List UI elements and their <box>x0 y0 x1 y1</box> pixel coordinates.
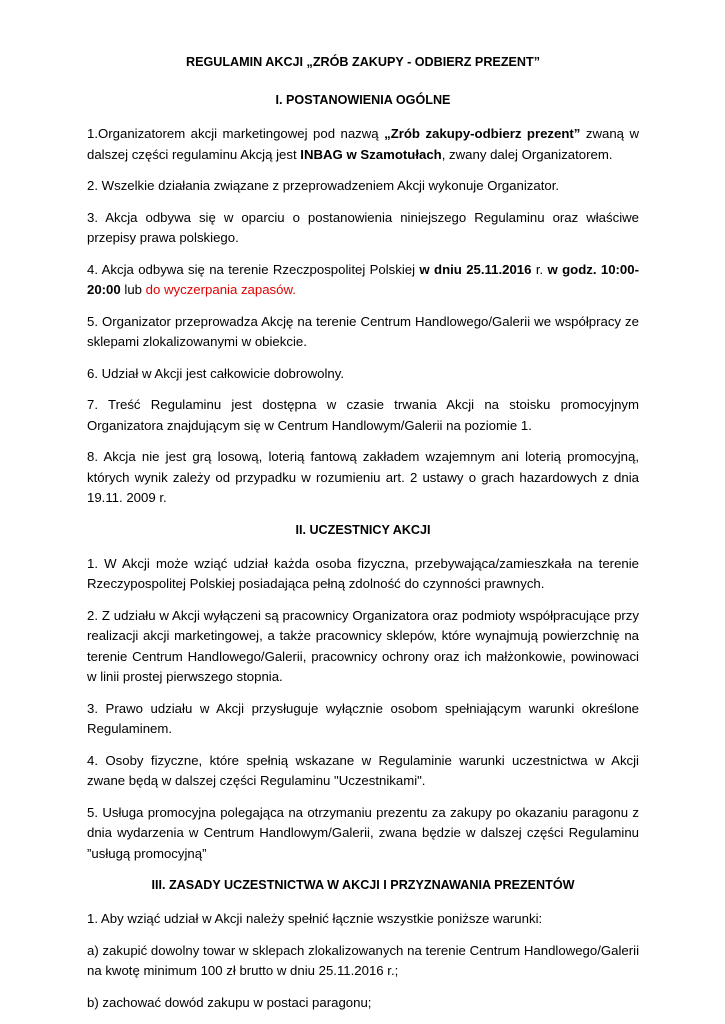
section-2-heading: II. UCZESTNICY AKCJI <box>295 522 431 537</box>
section-2-paragraph-2: 2. Z udziału w Akcji wyłączeni są pracownicy Organizatora oraz podmioty współpracujące przy realizacji akcji marketingowej, a także pracownicy sklepów, które wynajmują powierzchnię na terenie Centrum Handlowego/Galerii, pracownicy ochrony oraz ich małżonkowie, powinowaci w linii prostej pierwszego stopnia. <box>87 607 639 684</box>
section-1-paragraph-6: 6. Udział w Akcji jest całkowicie dobrowolny. <box>87 365 345 381</box>
text-span: lub <box>120 282 146 297</box>
organizer-name: INBAG w Szamotułach <box>300 146 442 162</box>
section-3-paragraph-b: b) zachować dowód zakupu w postaci paragonu; <box>87 994 372 1010</box>
text-span: , zwany dalej Organizatorem. <box>441 146 613 162</box>
document-title: REGULAMIN AKCJI „ZRÓB ZAKUPY - ODBIERZ PREZENT” <box>185 55 541 69</box>
section-1-paragraph-8: 8. Akcja nie jest grą losową, loterią fantową zakładem wzajemnym ani loterią promocyjną, których wynik zależy od przypadku w rozumieniu art. 2 ustawy o grach hazardowych z dnia 19.11. 2009 r. <box>87 449 639 505</box>
text-span: 4. Akcja odbywa się na terenie Rzeczpospolitej Polskiej <box>87 261 420 277</box>
text-span: zwaną w dalszej części regulaminu Akcją jest <box>87 126 639 162</box>
stock-limit-note: do wyczerpania zapasów. <box>145 282 296 297</box>
section-1-heading: I. POSTANOWIENIA OGÓLNE <box>275 93 451 107</box>
section-3-paragraph-1: 1. Aby wziąć udział w Akcji należy spełnić łącznie wszystkie poniższe warunki: <box>87 911 543 926</box>
event-date: w dniu 25.11.2016 <box>419 261 532 277</box>
section-2-paragraph-5: 5. Usługa promocyjna polegająca na otrzymaniu prezentu za zakupy po okazaniu paragonu z dnia wydarzenia w Centrum Handlowym/Galerii, zwana będzie w dalszej części Regulaminu ”usługą promocyjną” <box>87 804 639 861</box>
section-1-paragraph-7: 7. Treść Regulaminu jest dostępna w czasie trwania Akcji na stoisku promocyjnym Organizatora znajdującym się w Centrum Handlowym/Galerii na poziomie 1. <box>87 397 639 433</box>
section-3-paragraph-a: a) zakupić dowolny towar w sklepach zlokalizowanych na terenie Centrum Handlowego/Galerii na kwotę minimum 100 zł brutto w dniu 25.11.2016 r.; <box>87 942 639 978</box>
section-3-heading: III. ZASADY UCZESTNICTWA W AKCJI I PRZYZNAWANIA PREZENTÓW <box>151 878 575 892</box>
section-2-paragraph-1: 1. W Akcji może wziąć udział każda osoba fizyczna, przebywająca/zamieszkała na terenie Rzeczypospolitej Polskiej posiadająca pełną zdolność do czynności prawnych. <box>87 555 639 591</box>
section-1-paragraph-1 <box>87 124 639 165</box>
section-1-paragraph-2: 2. Wszelkie działania związane z przeprowadzeniem Akcji wykonuje Organizator. <box>87 178 560 193</box>
event-hours: w godz. 10:00-20:00 <box>87 261 639 297</box>
section-1-paragraph-3: 3. Akcja odbywa się w oparciu o postanowienia niniejszego Regulaminu oraz właściwe przepisy prawa polskiego. <box>87 209 639 245</box>
text-span: r. <box>531 261 548 277</box>
section-1-paragraph-5: 5. Organizator przeprowadza Akcję na terenie Centrum Handlowego/Galerii we współpracy ze sklepami zlokalizowanymi w obiekcie. <box>87 313 639 349</box>
text-span: 1.Organizatorem akcji marketingowej pod nazwą <box>87 126 385 141</box>
section-2-paragraph-3: 3. Prawo udziału w Akcji przysługuje wyłącznie osobom spełniającym warunki określone Regulaminem. <box>87 700 639 736</box>
action-name: „Zrób zakupy-odbierz prezent” <box>384 126 581 141</box>
section-1-paragraph-4 <box>87 260 639 301</box>
section-2-paragraph-4: 4. Osoby fizyczne, które spełnią wskazane w Regulaminie warunki uczestnictwa w Akcji zwane będą w dalszej części Regulaminu "Uczestnikami". <box>87 752 639 788</box>
